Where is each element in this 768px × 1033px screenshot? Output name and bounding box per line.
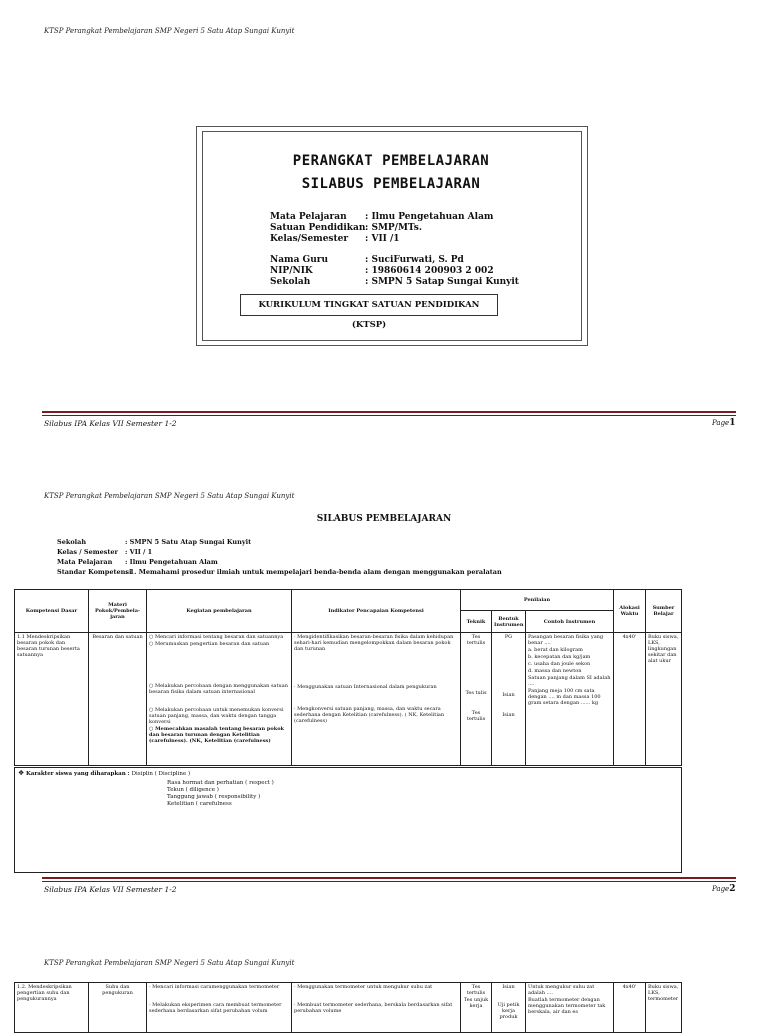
list-item: a. berat dan kilogram (528, 647, 583, 653)
info-value: : Ilmu Pengetahuan Alam (365, 212, 494, 222)
list-item: · Melakukan eksperimen cara membuat termometer sederhana berdasarkan sifat perubahan volum (149, 1002, 282, 1014)
karakter-item: Rasa hormat dan perhatian ( respect ) (167, 780, 274, 786)
info-label: Mata Pelajaran (270, 212, 347, 222)
table-row (15, 633, 682, 766)
list-item: ○ Mencari informasi tentang besaran dan satuannya (149, 634, 284, 640)
list-item: Tes unjuk kerja (463, 997, 489, 1009)
list-item: ○ Melakukan percobaan untuk menemukan konversi satuan panjang, massa, dan waktu dengan tangga konversi (149, 707, 284, 725)
cell-bentuk (492, 983, 526, 1033)
list-item: Tes tulis (465, 690, 487, 696)
cell-alokasi: 4x40' (614, 633, 646, 766)
cover-subtitle: SILABUS PEMBELAJARAN (301, 176, 481, 192)
list-item: · Menggunakan satuan Internasional dalam pengukuran (294, 684, 437, 690)
list-item: PG (504, 634, 513, 640)
info-value: : SMP/MTs. (365, 223, 423, 233)
meta-label: Mata Pelajaran (57, 558, 113, 566)
karakter-box: ❖ Karakter siswa yang diharapkan : Disiplin ( Discipline ) Rasa hormat dan perhatian ( respect ) Tekun ( diligence ) Tanggung jawab ( responsibility ) Ketelitian ( carefulness (14, 767, 682, 873)
meta-value: : 1. Memahami prosedur ilmiah untuk mempelajari benda-benda alam dengan menggunakan peralatan (125, 568, 502, 576)
info-label: Kelas/Semester (270, 234, 349, 244)
footer-rule (42, 877, 736, 882)
karakter-label: Karakter siswa yang diharapkan (26, 771, 126, 777)
list-item: Pasangan besaran fisika yang benar .... (528, 634, 604, 646)
cell-teknik (461, 633, 492, 766)
cell-kegiatan (147, 983, 292, 1033)
syllabus-table (14, 589, 682, 766)
header-sumber: Sumber Belajar (646, 590, 682, 633)
list-item: Uji petik kerja produk (497, 1002, 520, 1020)
list-item: c. usaha dan joule sekon (528, 661, 591, 667)
cell-sumber: Buku siswa, LKS, termometer (646, 983, 682, 1033)
info-label: Nama Guru (270, 255, 329, 265)
running-footer: Silabus IPA Kelas VII Semester 1-2 (44, 419, 177, 428)
cell-bentuk (492, 633, 526, 766)
list-item: · Mencari informasi caramenggunakan termometer (149, 984, 280, 990)
info-label: Sekolah (270, 277, 311, 287)
list-item: ○ Melakukan percobaan dengan menggunakan satuan besaran fisika dalam satuan internasional (149, 683, 288, 695)
cell-contoh (526, 983, 614, 1033)
meta-label: Kelas / Semester (57, 548, 118, 556)
cell-sumber: Buku siswa, LKS, lingkungan sekitar dan alat ukur (646, 633, 682, 766)
list-item: ○ Memecahkan masalah tentang besaran pokok dan besaran turunan dengan Ketelitian (carefulness). (NK, Ketelitian (carefulness) (149, 726, 285, 744)
list-item: Buatlah termometer dengan menggunakan termometer tak berskala, air dan es (528, 997, 606, 1015)
syllabus-title: SILABUS PEMBELAJARAN (316, 514, 452, 524)
list-item: Isian (502, 692, 515, 698)
list-item: · Mengkonversi satuan panjang, massa, dan waktu secara sederhana dengan Ketelitian (carefulness). ( NK, Ketelitian (carefulness) (294, 706, 445, 724)
meta-label: Sekolah (57, 538, 87, 546)
header-kegiatan: Kegiatan pembelajaran (147, 590, 292, 633)
header-bentuk: Bentuk Instrumen (492, 611, 526, 633)
cell-kegiatan (147, 633, 292, 766)
info-value: : SMPN 5 Satap Sungai Kunyit (365, 277, 519, 287)
info-value: : 19860614 200903 2 002 (365, 266, 494, 276)
karakter-item: Ketelitian ( carefulness (167, 801, 232, 807)
table-row (15, 983, 682, 1033)
list-item: Satuan panjang dalam SI adalah .... (528, 675, 611, 687)
meta-value: : SMPN 5 Satu Atap Sungai Kunyit (125, 538, 252, 546)
page-number: Page1 (712, 418, 736, 428)
list-item: Untuk mengukur suhu zat adalah .... (528, 984, 595, 996)
list-item: b. kecepatan dan kg/jam (528, 654, 591, 660)
page-number: Page2 (712, 884, 736, 894)
cell-kd: 1.2. Mendeskripsikan pengertian suhu dan pengukurannya (15, 983, 89, 1033)
list-item: Tes tertulis (466, 634, 486, 646)
list-item: · Menggunakan termometer untuk mengukur suhu zat (294, 984, 433, 990)
header-indikator: Indikator Pencapaian Kompetensi (292, 590, 461, 633)
header-penilaian: Penilaian (461, 590, 614, 611)
header-alokasi: Alokasi Waktu (614, 590, 646, 633)
info-value: : VII /1 (365, 234, 400, 244)
cell-indikator (292, 983, 461, 1033)
list-item: Isian (502, 712, 515, 718)
cell-materi: Suhu dan pengukuran (89, 983, 147, 1033)
syllabus-table-continued (14, 982, 682, 1033)
cell-alokasi: 4x40' (614, 983, 646, 1033)
curriculum-box: KURIKULUM TINGKAT SATUAN PENDIDIKAN (KTSP) (240, 294, 498, 316)
list-item: Tes tertulis (466, 710, 486, 722)
cover-title: PERANGKAT PEMBELAJARAN (292, 153, 490, 169)
cell-contoh (526, 633, 614, 766)
running-header: KTSP Perangkat Pembelajaran SMP Negeri 5 Satu Atap Sungai Kunyit (44, 492, 295, 500)
list-item: · Mengidentifikasikan besaran-besaran fisika dalam kehidupan sehari-hari kemudian mengelompokkan dalam besaran pokok dan turunan (294, 634, 454, 652)
karakter-item: Disiplin ( Discipline ) (131, 771, 191, 777)
meta-label: Standar Kompetensi (57, 568, 132, 576)
meta-value: : VII / 1 (125, 548, 153, 556)
header-materi: Materi Pokok/Pembela-jaran (89, 590, 147, 633)
cell-teknik (461, 983, 492, 1033)
cell-indikator (292, 633, 461, 766)
running-footer: Silabus IPA Kelas VII Semester 1-2 (44, 885, 177, 894)
list-item: Tes tertulis (466, 984, 486, 996)
cell-kd: 1.1 Mendeskripsikan besaran pokok dan besaran turunan beserta satuannya (15, 633, 89, 766)
cell-materi: Besaran dan satuan (89, 633, 147, 766)
info-label: Satuan Pendidikan (270, 223, 366, 233)
list-item: d. massa dan newton (528, 668, 582, 674)
running-header: KTSP Perangkat Pembelajaran SMP Negeri 5 Satu Atap Sungai Kunyit (44, 27, 295, 35)
header-teknik: Teknik (461, 611, 492, 633)
karakter-item: Tekun ( diligence ) (167, 787, 219, 793)
list-item: ○ Merumuskan pengertian besaran dan satuan (149, 641, 270, 647)
list-item: Panjang meja 100 cm sata dengan .... m dan massa 100 gram setara dengan ...... kg (528, 688, 601, 706)
list-item: · Membuat termometer sederhana, berskala berdasarkan sifat perubahan volume (294, 1002, 453, 1014)
meta-value: : Ilmu Pengetahuan Alam (125, 558, 218, 566)
footer-rule (42, 411, 736, 416)
info-label: NIP/NIK (270, 266, 313, 276)
running-header: KTSP Perangkat Pembelajaran SMP Negeri 5 Satu Atap Sungai Kunyit (44, 959, 295, 967)
karakter-item: Tanggung jawab ( responsibility ) (167, 794, 261, 800)
info-value: : SuciFurwati, S. Pd (365, 255, 464, 265)
header-contoh: Contoh Instrumen (526, 611, 614, 633)
header-kd: Kompetensi Dasar (15, 590, 89, 633)
list-item: Isian (502, 984, 515, 990)
